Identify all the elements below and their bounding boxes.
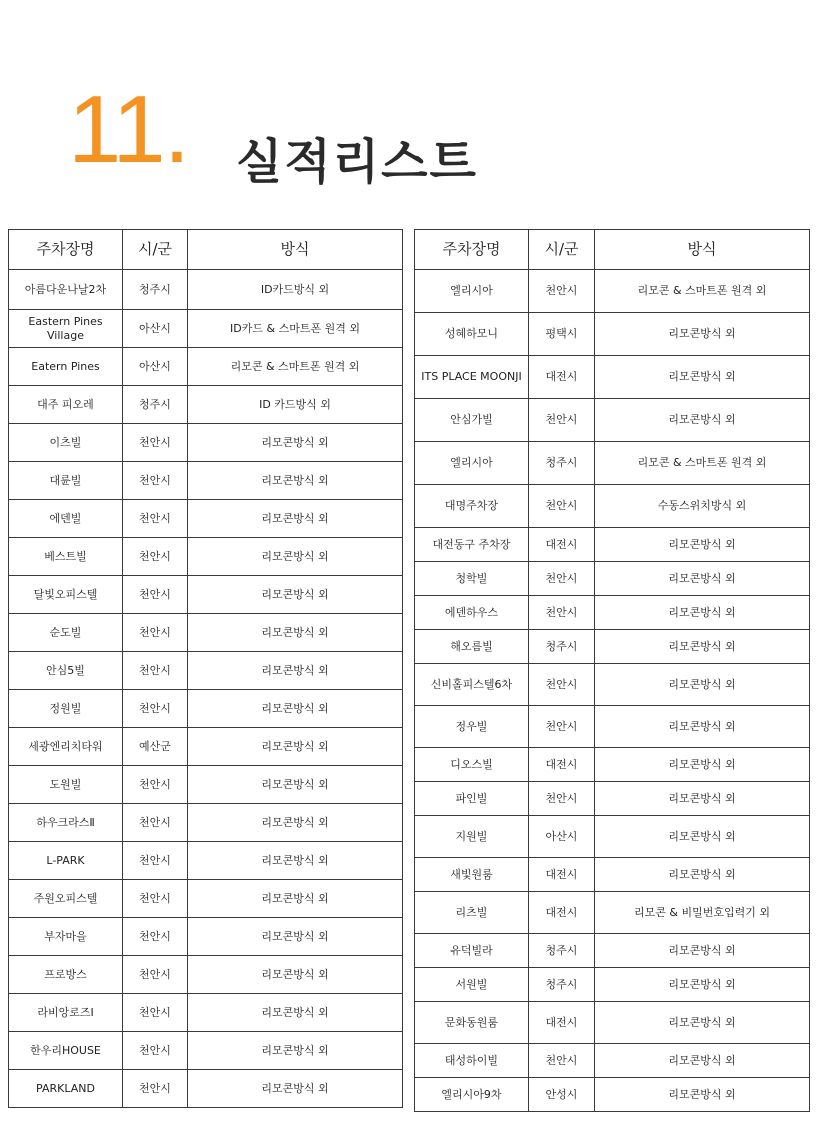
cell-city: 아산시: [123, 310, 188, 348]
cell-city: 천안시: [123, 956, 188, 994]
cell-parking-name: 도원빌: [9, 766, 123, 804]
table-row: [415, 485, 810, 528]
table-row: [415, 562, 810, 596]
cell-parking-name: 정원빌: [9, 690, 123, 728]
cell-method: ID카드방식 외: [188, 270, 403, 310]
cell-method: 리모콘 & 스마트폰 원격 외: [595, 442, 810, 485]
table-row: [9, 766, 403, 804]
cell-method: 리모콘방식 외: [188, 538, 403, 576]
table-row: [9, 918, 403, 956]
column-header-method: 방식: [595, 230, 810, 270]
page-header: [0, 0, 816, 220]
cell-method: 리모콘방식 외: [595, 356, 810, 399]
cell-parking-name: L-PARK: [9, 842, 123, 880]
cell-city: 대전시: [529, 356, 595, 399]
table-row: [415, 706, 810, 748]
cell-parking-name: 지원빌: [415, 816, 529, 858]
cell-parking-name: PARKLAND: [9, 1070, 123, 1108]
cell-city: 천안시: [123, 424, 188, 462]
table-row: [415, 313, 810, 356]
table-row: [9, 576, 403, 614]
table-row: [415, 1002, 810, 1044]
cell-parking-name: 정우빌: [415, 706, 529, 748]
table-row: [9, 842, 403, 880]
cell-method: 리모콘방식 외: [595, 706, 810, 748]
table-header-row: [9, 230, 403, 270]
cell-parking-name: 서원빌: [415, 968, 529, 1002]
cell-city: 천안시: [123, 1070, 188, 1108]
cell-method: 리모콘방식 외: [595, 664, 810, 706]
cell-method: 리모콘방식 외: [188, 842, 403, 880]
table-row: [9, 728, 403, 766]
cell-method: 리모콘방식 외: [188, 956, 403, 994]
cell-city: 천안시: [123, 1032, 188, 1070]
cell-parking-name: 라비앙로즈Ⅰ: [9, 994, 123, 1032]
cell-method: 리모콘방식 외: [188, 994, 403, 1032]
cell-method: 리모콘방식 외: [188, 804, 403, 842]
table-row: [9, 1070, 403, 1108]
cell-method: 리모콘 & 스마트폰 원격 외: [188, 348, 403, 386]
cell-method: 리모콘방식 외: [595, 816, 810, 858]
cell-city: 평택시: [529, 313, 595, 356]
cell-method: 리모콘방식 외: [595, 1078, 810, 1112]
cell-method: 리모콘방식 외: [188, 880, 403, 918]
column-header-method: 방식: [188, 230, 403, 270]
cell-city: 천안시: [123, 538, 188, 576]
cell-city: 천안시: [123, 690, 188, 728]
cell-parking-name: 파인빌: [415, 782, 529, 816]
cell-parking-name: 성혜하모니: [415, 313, 529, 356]
cell-method: 리모콘방식 외: [188, 918, 403, 956]
cell-city: 천안시: [529, 485, 595, 528]
table-row: [415, 934, 810, 968]
cell-city: 청주시: [529, 442, 595, 485]
table-row: [9, 386, 403, 424]
table-row: [415, 630, 810, 664]
cell-parking-name: 에덴하우스: [415, 596, 529, 630]
cell-city: 천안시: [123, 576, 188, 614]
page-title: 실적리스트: [236, 134, 478, 190]
cell-city: 천안시: [123, 804, 188, 842]
table-row: [415, 270, 810, 313]
cell-city: 천안시: [529, 399, 595, 442]
cell-parking-name: 해오름빌: [415, 630, 529, 664]
cell-method: 리모콘방식 외: [188, 500, 403, 538]
cell-parking-name: 엘리시아: [415, 270, 529, 313]
cell-parking-name: 대주 피오레: [9, 386, 123, 424]
column-header-city: 시/군: [529, 230, 595, 270]
cell-city: 대전시: [529, 892, 595, 934]
cell-parking-name: 부자마을: [9, 918, 123, 956]
cell-method: 리모콘방식 외: [595, 1002, 810, 1044]
cell-parking-name: 베스트빌: [9, 538, 123, 576]
cell-method: ID카드 & 스마트폰 원격 외: [188, 310, 403, 348]
cell-city: 천안시: [123, 766, 188, 804]
table-row: [9, 310, 403, 348]
cell-city: 천안시: [529, 664, 595, 706]
cell-method: 리모콘방식 외: [595, 1044, 810, 1078]
table-row: [415, 596, 810, 630]
cell-city: 천안시: [529, 562, 595, 596]
cell-parking-name: 안심5빌: [9, 652, 123, 690]
cell-city: 천안시: [123, 918, 188, 956]
table-row: [415, 968, 810, 1002]
cell-parking-name: 엘리시아: [415, 442, 529, 485]
cell-method: 리모콘방식 외: [595, 934, 810, 968]
column-header-city: 시/군: [123, 230, 188, 270]
cell-method: 리모콘방식 외: [595, 782, 810, 816]
cell-method: 리모콘방식 외: [595, 858, 810, 892]
table-row: [415, 356, 810, 399]
cell-parking-name: 청학빌: [415, 562, 529, 596]
table-row: [9, 690, 403, 728]
table-row: [415, 748, 810, 782]
cell-method: 리모콘방식 외: [188, 690, 403, 728]
table-header-row: [415, 230, 810, 270]
cell-method: 리모콘방식 외: [188, 424, 403, 462]
cell-parking-name: 달빛오피스텔: [9, 576, 123, 614]
cell-method: 리모콘방식 외: [188, 728, 403, 766]
cell-city: 대전시: [529, 858, 595, 892]
cell-city: 천안시: [529, 1044, 595, 1078]
cell-city: 아산시: [529, 816, 595, 858]
cell-city: 청주시: [529, 968, 595, 1002]
cell-parking-name: 세광엔리치타워: [9, 728, 123, 766]
cell-parking-name: 대전동구 주차장: [415, 528, 529, 562]
table-row: [415, 1044, 810, 1078]
table-row: [415, 664, 810, 706]
cell-method: 리모콘방식 외: [188, 652, 403, 690]
table-row: [415, 782, 810, 816]
cell-method: 수동스위치방식 외: [595, 485, 810, 528]
cell-parking-name: 리츠빌: [415, 892, 529, 934]
cell-parking-name: 하우크라스Ⅱ: [9, 804, 123, 842]
cell-city: 청주시: [123, 386, 188, 424]
table-row: [9, 1032, 403, 1070]
table-row: [9, 462, 403, 500]
cell-parking-name: Eastern Pines Village: [9, 310, 123, 348]
cell-city: 천안시: [123, 500, 188, 538]
table-row: [9, 880, 403, 918]
table-row: [9, 270, 403, 310]
section-number: 11.: [68, 76, 189, 183]
table-row: [415, 816, 810, 858]
cell-city: 천안시: [123, 462, 188, 500]
table-row: [415, 892, 810, 934]
cell-parking-name: 순도빌: [9, 614, 123, 652]
cell-parking-name: 디오스빌: [415, 748, 529, 782]
cell-method: 리모콘방식 외: [595, 748, 810, 782]
cell-city: 천안시: [529, 596, 595, 630]
table-row: [9, 956, 403, 994]
cell-parking-name: 대명주차장: [415, 485, 529, 528]
cell-method: 리모콘방식 외: [595, 596, 810, 630]
cell-method: 리모콘방식 외: [595, 562, 810, 596]
cell-city: 천안시: [123, 842, 188, 880]
cell-method: 리모콘 & 비밀번호입력기 외: [595, 892, 810, 934]
cell-parking-name: 대륜빌: [9, 462, 123, 500]
cell-method: 리모콘방식 외: [188, 614, 403, 652]
table-row: [9, 500, 403, 538]
cell-city: 대전시: [529, 1002, 595, 1044]
cell-method: 리모콘방식 외: [188, 1032, 403, 1070]
table-row: [415, 528, 810, 562]
cell-city: 청주시: [123, 270, 188, 310]
column-header-name: 주차장명: [415, 230, 529, 270]
cell-parking-name: 주원오피스텔: [9, 880, 123, 918]
table-row: [415, 442, 810, 485]
cell-method: 리모콘방식 외: [188, 576, 403, 614]
table-row: [9, 538, 403, 576]
left-results-table: [8, 229, 403, 1108]
table-row: [9, 652, 403, 690]
cell-method: 리모콘방식 외: [595, 313, 810, 356]
cell-parking-name: Eatern Pines: [9, 348, 123, 386]
cell-parking-name: 신비홀피스텔6차: [415, 664, 529, 706]
cell-method: 리모콘방식 외: [188, 462, 403, 500]
cell-parking-name: 문화동원룸: [415, 1002, 529, 1044]
cell-method: ID 카드방식 외: [188, 386, 403, 424]
cell-city: 대전시: [529, 748, 595, 782]
cell-city: 청주시: [529, 630, 595, 664]
cell-method: 리모콘방식 외: [595, 968, 810, 1002]
cell-parking-name: ITS PLACE MOONJI: [415, 356, 529, 399]
cell-city: 대전시: [529, 528, 595, 562]
cell-city: 천안시: [123, 614, 188, 652]
cell-parking-name: 새빛원룸: [415, 858, 529, 892]
cell-parking-name: 아름다운나날2차: [9, 270, 123, 310]
table-row: [9, 348, 403, 386]
cell-method: 리모콘방식 외: [595, 630, 810, 664]
cell-city: 천안시: [123, 880, 188, 918]
cell-parking-name: 이츠빌: [9, 424, 123, 462]
cell-parking-name: 엘리시아9차: [415, 1078, 529, 1112]
cell-city: 안성시: [529, 1078, 595, 1112]
cell-method: 리모콘방식 외: [595, 399, 810, 442]
cell-method: 리모콘방식 외: [595, 528, 810, 562]
cell-city: 아산시: [123, 348, 188, 386]
table-row: [415, 858, 810, 892]
column-header-name: 주차장명: [9, 230, 123, 270]
cell-city: 청주시: [529, 934, 595, 968]
cell-city: 천안시: [529, 782, 595, 816]
cell-parking-name: 프로방스: [9, 956, 123, 994]
table-row: [9, 994, 403, 1032]
cell-method: 리모콘방식 외: [188, 1070, 403, 1108]
right-results-table: [414, 229, 810, 1112]
cell-city: 천안시: [123, 994, 188, 1032]
cell-method: 리모콘 & 스마트폰 원격 외: [595, 270, 810, 313]
table-row: [9, 424, 403, 462]
table-row: [9, 804, 403, 842]
table-row: [415, 1078, 810, 1112]
cell-parking-name: 한우리HOUSE: [9, 1032, 123, 1070]
table-row: [415, 399, 810, 442]
cell-parking-name: 유덕빌라: [415, 934, 529, 968]
cell-city: 천안시: [529, 270, 595, 313]
cell-parking-name: 태성하이빌: [415, 1044, 529, 1078]
cell-city: 천안시: [529, 706, 595, 748]
cell-city: 예산군: [123, 728, 188, 766]
cell-city: 천안시: [123, 652, 188, 690]
cell-method: 리모콘방식 외: [188, 766, 403, 804]
cell-parking-name: 에덴빌: [9, 500, 123, 538]
cell-parking-name: 안심가빌: [415, 399, 529, 442]
table-row: [9, 614, 403, 652]
